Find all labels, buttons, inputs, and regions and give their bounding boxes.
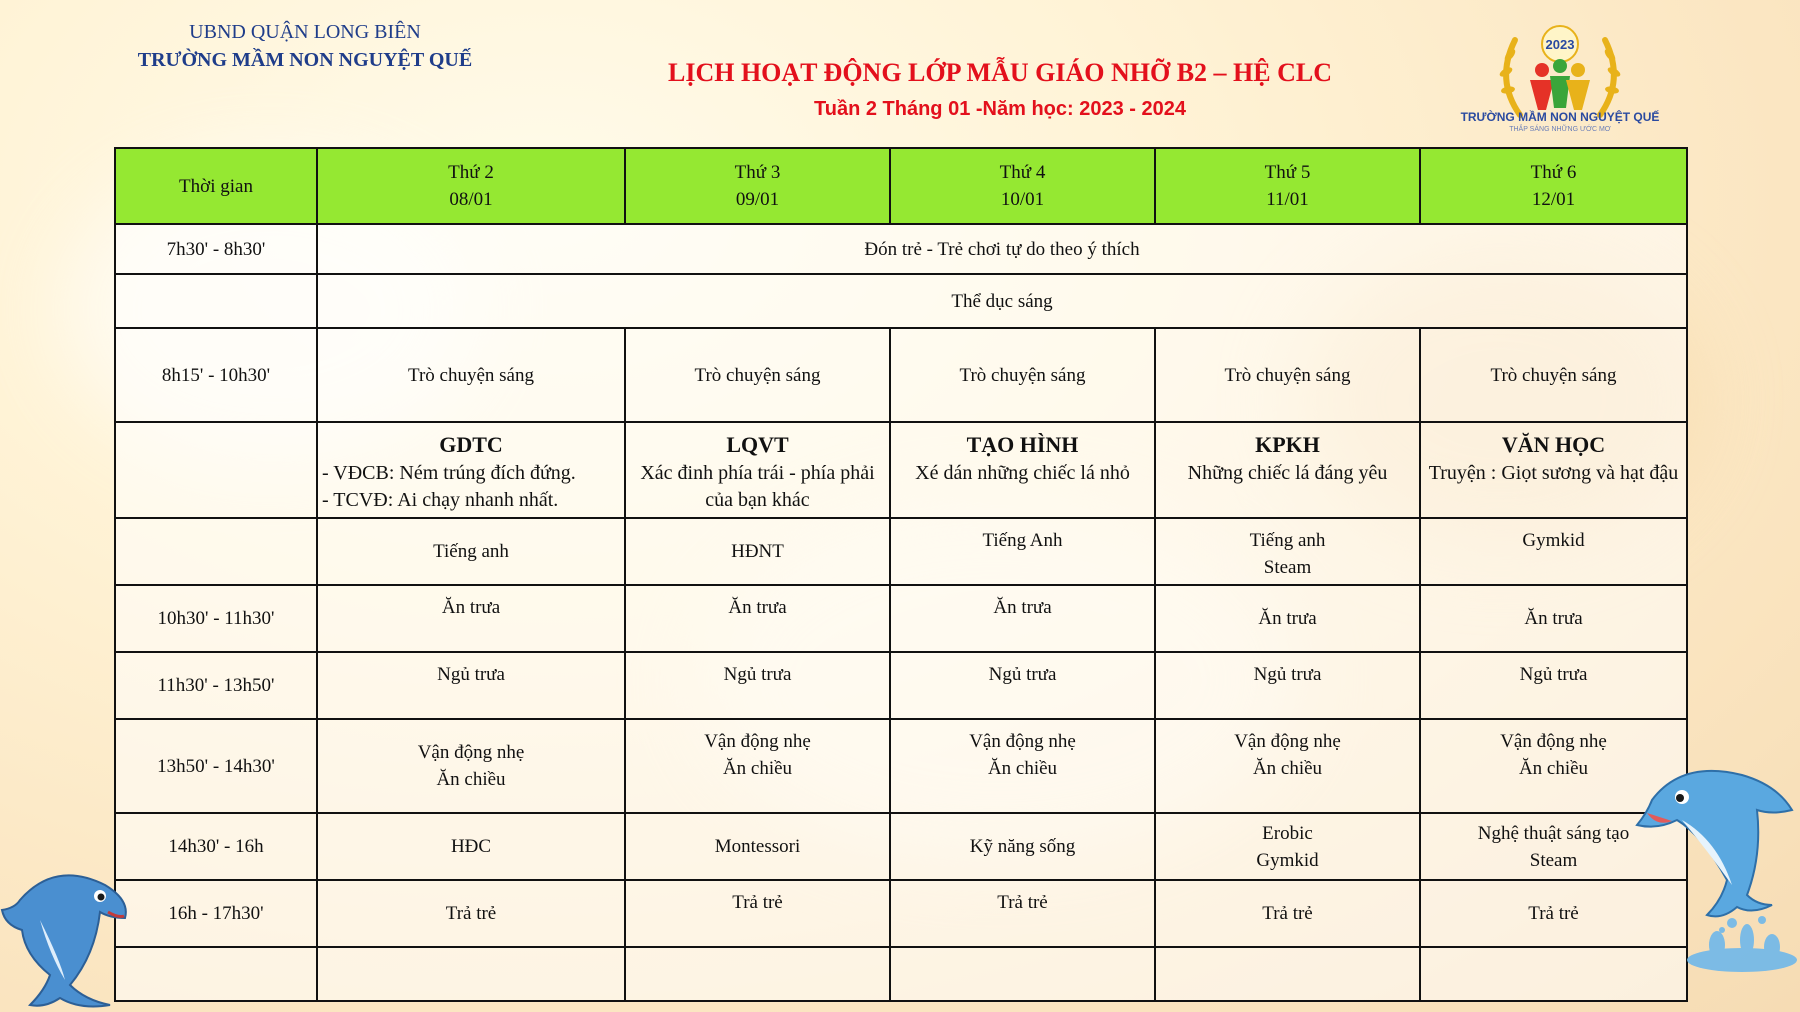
activity-cell: Kỹ năng sống — [890, 813, 1155, 880]
exercise-cell: Thể dục sáng — [317, 274, 1687, 328]
dolphin-right-icon — [1622, 755, 1800, 980]
lesson-cell-thu — [1155, 422, 1420, 518]
table-row — [115, 224, 1687, 274]
lesson-line: Xé dán những chiếc lá nhỏ — [915, 462, 1130, 484]
lesson-line: Truyện : Giọt sương và hạt đậu — [1428, 462, 1679, 484]
activity-cell: Trả trẻ — [1155, 880, 1420, 947]
day-header-wed: Thứ 4 10/01 — [890, 148, 1155, 224]
time-cell — [115, 518, 317, 585]
logo-slogan: THẮP SÁNG NHỮNG ƯỚC MƠ — [1509, 126, 1611, 133]
table-header-row — [115, 148, 1687, 224]
activity-cell: Ngủ trưa — [625, 652, 890, 719]
table-row — [115, 274, 1687, 328]
activity-cell: Erobic Gymkid — [1155, 813, 1420, 880]
lesson-line: - VĐCB: Ném trúng đích đứng. — [322, 462, 576, 484]
table-row — [115, 585, 1687, 652]
time-cell: 10h30' - 11h30' — [115, 585, 317, 652]
lesson-cell-fri — [1420, 422, 1687, 518]
activity-cell: Vận động nhẹ Ăn chiều — [317, 719, 625, 813]
day-header-tue: Thứ 3 09/01 — [625, 148, 890, 224]
time-column-header: Thời gian — [115, 148, 317, 224]
empty-cell — [625, 947, 890, 1001]
activity-cell: Vận động nhẹ Ăn chiều — [890, 719, 1155, 813]
dolphin-left-icon — [0, 860, 135, 1010]
activity-cell: Ngủ trưa — [317, 652, 625, 719]
empty-cell — [115, 947, 317, 1001]
lesson-subject: KPKH — [1255, 432, 1320, 457]
time-cell — [115, 422, 317, 518]
lesson-cell-mon — [317, 422, 625, 518]
activity-cell: Ngủ trưa — [890, 652, 1155, 719]
school-name: TRƯỜNG MẦM NON NGUYỆT QUẾ — [137, 49, 473, 71]
activity-cell: Trò chuyện sáng — [625, 328, 890, 422]
lesson-cell-wed — [890, 422, 1155, 518]
arrival-cell: Đón trẻ - Trẻ chơi tự do theo ý thích — [317, 224, 1687, 274]
schedule-table — [114, 147, 1688, 1002]
activity-cell: Tiếng Anh — [890, 518, 1155, 585]
activity-cell: HĐC — [317, 813, 625, 880]
district-name: UBND QUẬN LONG BIÊN — [189, 21, 421, 43]
school-header — [120, 18, 490, 74]
lesson-subject: GDTC — [439, 432, 503, 457]
activity-cell: Trò chuyện sáng — [1420, 328, 1687, 422]
lesson-line: - TCVĐ: Ai chạy nhanh nhất. — [322, 489, 559, 511]
activity-cell: Vận động nhẹ Ăn chiều — [1420, 719, 1687, 813]
activity-cell: Ăn trưa — [1155, 585, 1420, 652]
table-row — [115, 652, 1687, 719]
activity-cell: Ăn trưa — [890, 585, 1155, 652]
activity-cell: Nghệ thuật sáng tạo Steam — [1420, 813, 1687, 880]
time-cell: 14h30' - 16h — [115, 813, 317, 880]
activity-cell: Ngủ trưa — [1420, 652, 1687, 719]
table-row — [115, 422, 1687, 518]
day-header-mon: Thứ 2 08/01 — [317, 148, 625, 224]
activity-cell: Ngủ trưa — [1155, 652, 1420, 719]
lesson-line: Những chiếc lá đáng yêu — [1187, 462, 1388, 484]
page-subtitle: Tuần 2 Tháng 01 -Năm học: 2023 - 2024 — [814, 98, 1186, 120]
page-title: LỊCH HOẠT ĐỘNG LỚP MẪU GIÁO NHỠ B2 – HỆ CLC — [667, 58, 1333, 87]
activity-cell: Trả trẻ — [890, 880, 1155, 947]
activity-cell: Ăn trưa — [317, 585, 625, 652]
lesson-line: Xác đinh phía trái - phía phải của bạn khác — [640, 462, 875, 511]
lesson-subject: LQVT — [726, 432, 789, 457]
activity-cell: Tiếng anh Steam — [1155, 518, 1420, 585]
time-cell: 16h - 17h30' — [115, 880, 317, 947]
activity-cell: Montessori — [625, 813, 890, 880]
empty-cell — [317, 947, 625, 1001]
activity-cell: Tiếng anh — [317, 518, 625, 585]
activity-cell: Ăn trưa — [625, 585, 890, 652]
activity-cell: Trả trẻ — [1420, 880, 1687, 947]
logo-year: 2023 — [1545, 37, 1575, 52]
table-row — [115, 880, 1687, 947]
empty-cell — [890, 947, 1155, 1001]
time-cell: 8h15' - 10h30' — [115, 328, 317, 422]
time-cell — [115, 274, 317, 328]
lesson-subject: VĂN HỌC — [1501, 432, 1606, 457]
lesson-subject: TẠO HÌNH — [966, 432, 1079, 457]
empty-cell — [1155, 947, 1420, 1001]
logo-school-name: TRƯỜNG MẦM NON NGUYỆT QUẾ — [1460, 110, 1660, 124]
table-row — [115, 947, 1687, 1001]
time-cell: 13h50' - 14h30' — [115, 719, 317, 813]
table-row — [115, 813, 1687, 880]
activity-cell: HĐNT — [625, 518, 890, 585]
time-cell: 7h30' - 8h30' — [115, 224, 317, 274]
activity-cell: Vận động nhẹ Ăn chiều — [625, 719, 890, 813]
activity-cell: Trả trẻ — [317, 880, 625, 947]
table-row — [115, 518, 1687, 585]
table-row — [115, 328, 1687, 422]
lesson-cell-tue — [625, 422, 890, 518]
table-row — [115, 719, 1687, 813]
activity-cell: Vận động nhẹ Ăn chiều — [1155, 719, 1420, 813]
time-cell: 11h30' - 13h50' — [115, 652, 317, 719]
day-header-fri: Thứ 6 12/01 — [1420, 148, 1687, 224]
day-header-thu: Thứ 5 11/01 — [1155, 148, 1420, 224]
activity-cell: Trò chuyện sáng — [1155, 328, 1420, 422]
activity-cell: Trả trẻ — [625, 880, 890, 947]
activity-cell: Trò chuyện sáng — [317, 328, 625, 422]
activity-cell: Trò chuyện sáng — [890, 328, 1155, 422]
activity-cell: Gymkid — [1420, 518, 1687, 585]
activity-cell: Ăn trưa — [1420, 585, 1687, 652]
